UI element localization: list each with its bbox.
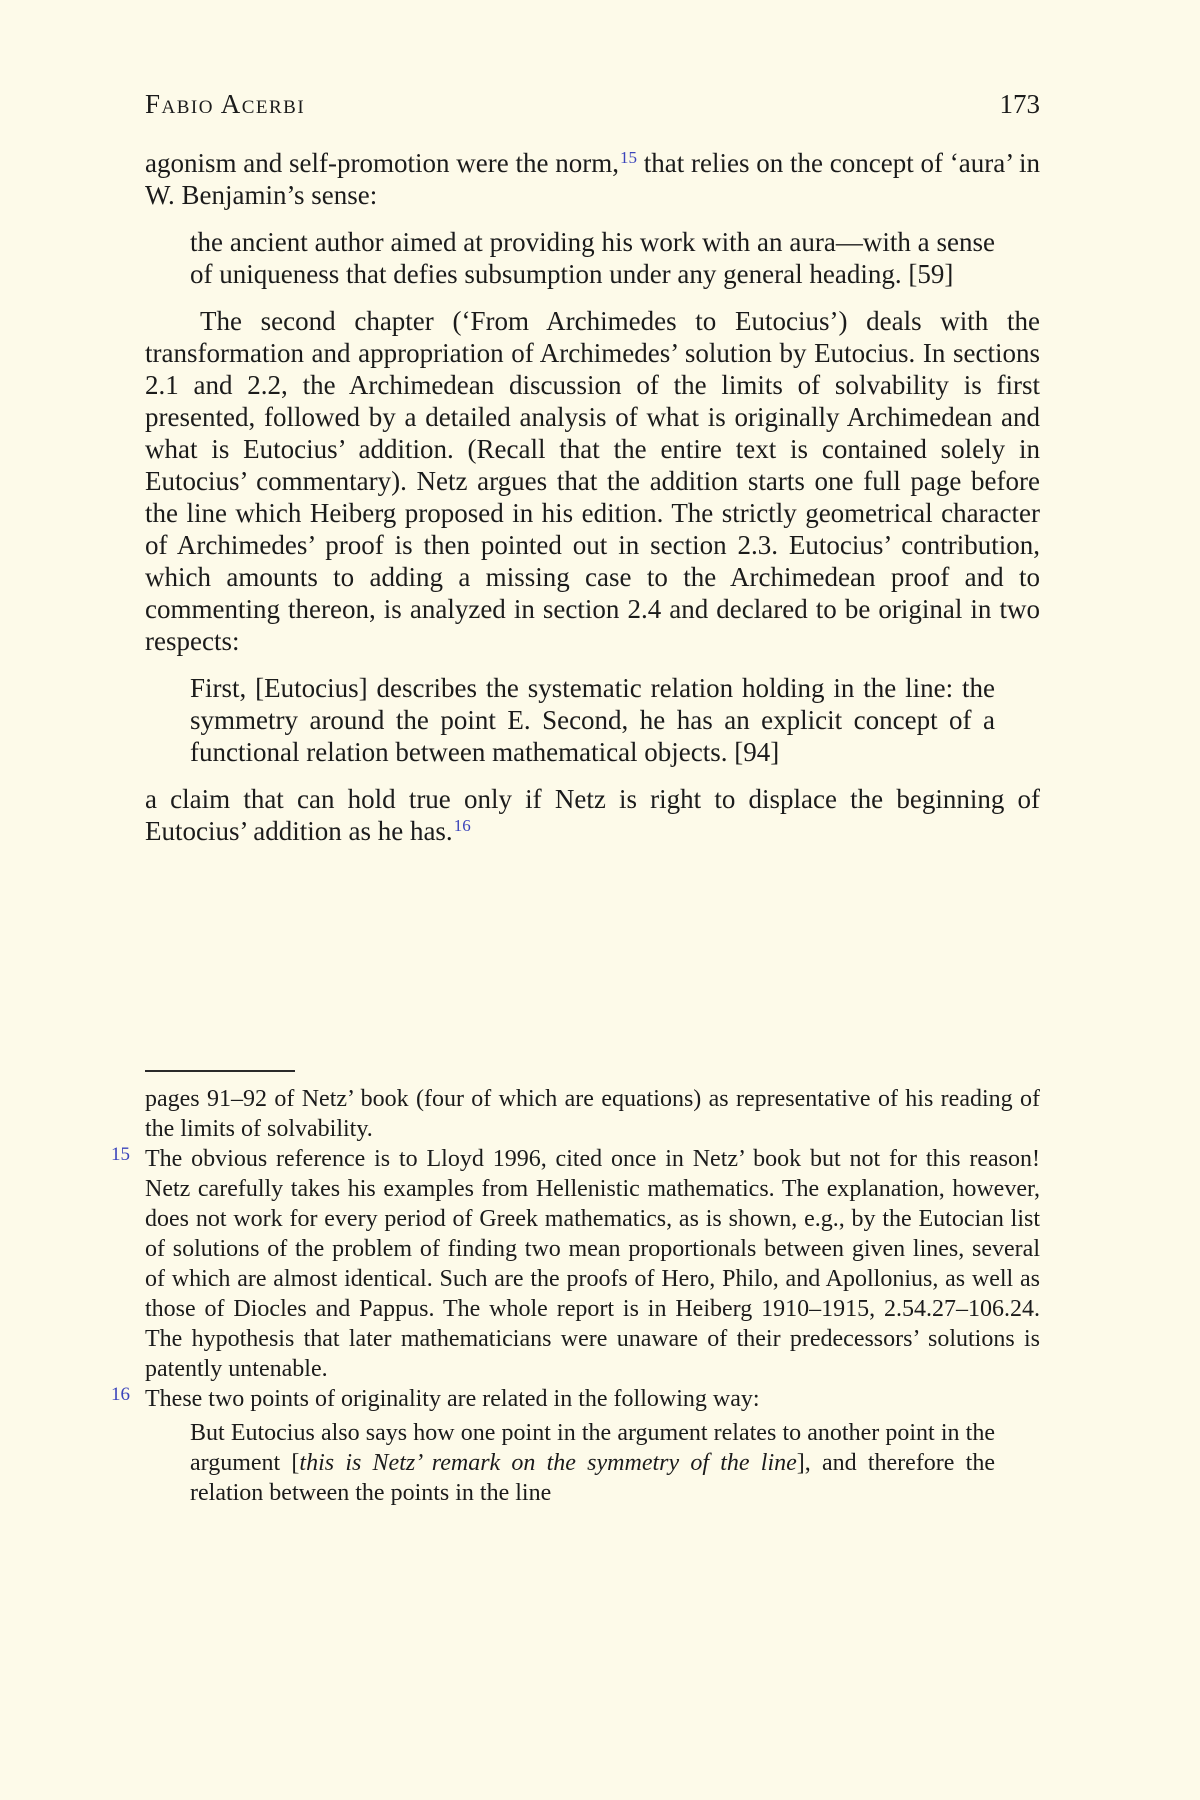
paragraph-second-chapter: The second chapter (‘From Archimedes to Eutocius’) deals with the transformation and appropriation of Archimedes’ solution by Eutocius. In sections 2.1 and 2.2, the Archimedean discussion of the limits of solvability is first presented, followed by a detailed analysis of what is originally Archimedean and what is Eutocius’ addition. (Recall that the entire text is contained solely in Eutocius’ commentary). Netz argues that the addition starts one full page before the line which Heiberg proposed in his edition. The strictly geometrical character of Archimedes’ proof is then pointed out in section 2.3. Eutocius’ contribution, which amounts to adding a missing case to the Archimedean proof and to commenting thereon, is analyzed in section 2.4 and declared to be original in two respects: xyxy=(145,306,1040,656)
footnote-number-16[interactable]: 16 xyxy=(111,1384,130,1405)
footnote-16-quote xyxy=(190,1418,995,1508)
footnote-quote-text: ], and therefore the relation between the points in the line xyxy=(190,1450,995,1506)
footnote-15 xyxy=(111,1144,1040,1384)
main-text xyxy=(145,147,1040,847)
footnote-block xyxy=(111,1070,1040,1508)
footnote-continuation: pages 91–92 of Netz’ book (four of which are equations) as representative of his reading of the limits of solvability. xyxy=(145,1086,1040,1142)
footnote-quote-text: But Eutocius also says how one point in the argument relates to another point in the argument [ xyxy=(190,1420,995,1476)
paragraph-text: that relies on the concept of ‘aura’ in W. Benjamin’s sense: xyxy=(145,148,1040,210)
paragraph-agonism xyxy=(145,147,1040,211)
text-column xyxy=(145,88,1040,847)
page-number: 173 xyxy=(999,89,1040,119)
blockquote-first-eutocius: First, [Eutocius] describes the systematic relation holding in the line: the symmetry around the point E. Second, he has an explicit concept of a functional relation between mathematical objects. [94] xyxy=(190,673,995,767)
paragraph-claim xyxy=(145,783,1040,847)
footnote-number-15[interactable]: 15 xyxy=(111,1144,130,1165)
paragraph-text: a claim that can hold true only if Netz is right to displace the beginning of Eutocius’ addition as he has. xyxy=(145,784,1040,846)
footnote-ref-15[interactable]: 15 xyxy=(620,148,637,167)
footnote-quote-italic: this is Netz’ remark on the symmetry of the line xyxy=(299,1450,797,1476)
author-name: Fabio Acerbi xyxy=(145,89,306,119)
blockquote-aura: the ancient author aimed at providing his work with an aura—with a sense of uniqueness that defies subsumption under any general heading. [59] xyxy=(190,227,995,289)
footnote-rule xyxy=(145,1070,295,1072)
footnote-text: The obvious reference is to Lloyd 1996, cited once in Netz’ book but not for this reason! Netz carefully takes his examples from Hellenistic mathematics. The explanation, however, does not work for every period of Greek mathematics, as is shown, e.g., by the Eutocian list of solutions of the problem of finding two mean proportionals between given lines, several of which are almost identical. Such are the proofs of Hero, Philo, and Apollonius, as well as those of Diocles and Pappus. The whole report is in Heiberg 1910–1915, 2.54.27–106.24. The hypothesis that later mathematicians were unaware of their predecessors’ solutions is patently untenable. xyxy=(145,1146,1040,1382)
footnote-text: These two points of originality are related in the following way: xyxy=(145,1386,760,1412)
footnote-16 xyxy=(111,1384,1040,1414)
footnote-ref-16[interactable]: 16 xyxy=(453,816,471,835)
running-header xyxy=(145,88,1040,121)
paragraph-text: agonism and self-promotion were the norm, xyxy=(145,148,619,178)
